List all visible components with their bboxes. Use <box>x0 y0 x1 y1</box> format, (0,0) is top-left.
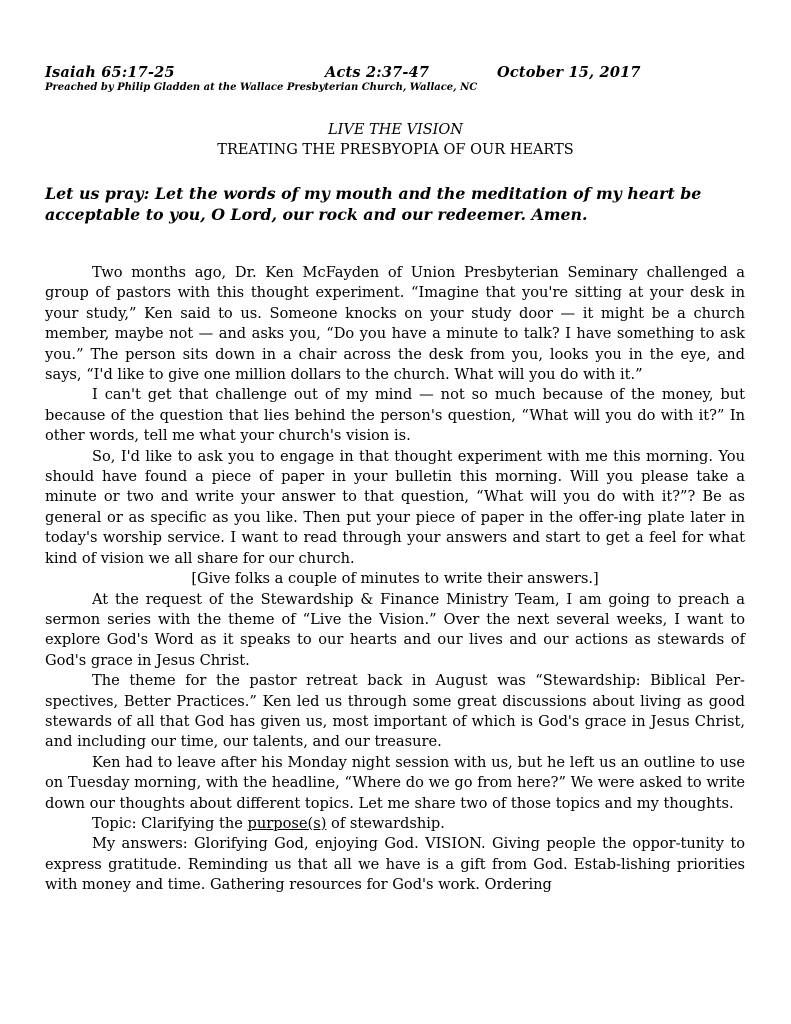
paragraph: The theme for the pastor retreat back in August was “Stewardship: Biblical Per-spectives, Better Practices.” Ken led us through some great discussions about living as good stewards of all that God has given us, most important of which is God's grace in Jesus Christ, and including our time, our talents, and our treasure. <box>45 672 745 751</box>
paragraph: My answers: Glorifying God, enjoying God. VISION. Giving people the oppor-tunity to express gratitude. Reminding us that all we have is a gift from God. Estab-lishing priorities with money and time. Gathering resources for God's work. Ordering <box>45 835 745 894</box>
sermon-title: TREATING THE PRESBYOPIA OF OUR HEARTS <box>217 142 574 158</box>
preached-by-line: Preached by Philip Gladden at the Wallace Presbyterian Church, Wallace, NC <box>45 82 478 93</box>
opening-prayer: Let us pray: Let the words of my mouth and the meditation of my heart be acceptable to you, O Lord, our rock and our redeemer. Amen. <box>45 184 702 224</box>
scripture-reference-1: Isaiah 65:17-25 <box>45 64 175 81</box>
sermon-body <box>45 263 745 896</box>
paragraph: Two months ago, Dr. Ken McFayden of Union Presbyterian Seminary challenged a group of pastors with this thought experiment. “Imagine that you're sitting at your desk in your study,” Ken said to us. Someone knocks on your study door — it might be a church member, maybe not — and asks you, “Do you have a minute to talk? I have something to ask you.” The person sits down in a chair across the desk from you, looks you in the eye, and says, “I'd like to give one million dollars to the church. What will you do with it.” <box>45 264 745 384</box>
stage-direction: [Give folks a couple of minutes to write their answers.] <box>191 570 599 588</box>
topic-prefix: Topic: Clarifying the <box>92 814 248 832</box>
topic-line <box>45 814 745 834</box>
paragraph: So, I'd like to ask you to engage in that thought experiment with me this morning. You should have found a piece of paper in your bulletin this morning. Will you please take a minute or two and write your answer to that question, “What will you do with it?”? Be as general or as specific as you like. Then put your piece of paper in the offer-ing plate later in today's worship service. I want to read through your answers and start to get a feel for what kind of vision we all share for our church. <box>45 447 745 567</box>
paragraph: I can't get that challenge out of my mind — not so much because of the money, but because of the question that lies behind the person's question, “What will you do with it?” In other words, tell me what your church's vision is. <box>45 386 745 445</box>
paragraph: Ken had to leave after his Monday night session with us, but he left us an outline to use on Tuesday morning, with the headline, “Where do we go from here?” We were asked to write down our thoughts about different topics. Let me share two of those topics and my thoughts. <box>45 753 745 812</box>
paragraph: At the request of the Stewardship & Finance Ministry Team, I am going to preach a sermon series with the theme of “Live the Vision.” Over the next several weeks, I want to explore God's Word as it speaks to our hearts and our lives and our actions as stewards of God's grace in Jesus Christ. <box>45 590 745 669</box>
topic-suffix: of stewardship. <box>326 814 445 832</box>
topic-underlined: purpose(s) <box>247 814 327 832</box>
scripture-reference-2: Acts 2:37-47 <box>325 64 430 81</box>
series-title: LIVE THE VISION <box>328 122 463 138</box>
sermon-date: October 15, 2017 <box>497 64 641 81</box>
